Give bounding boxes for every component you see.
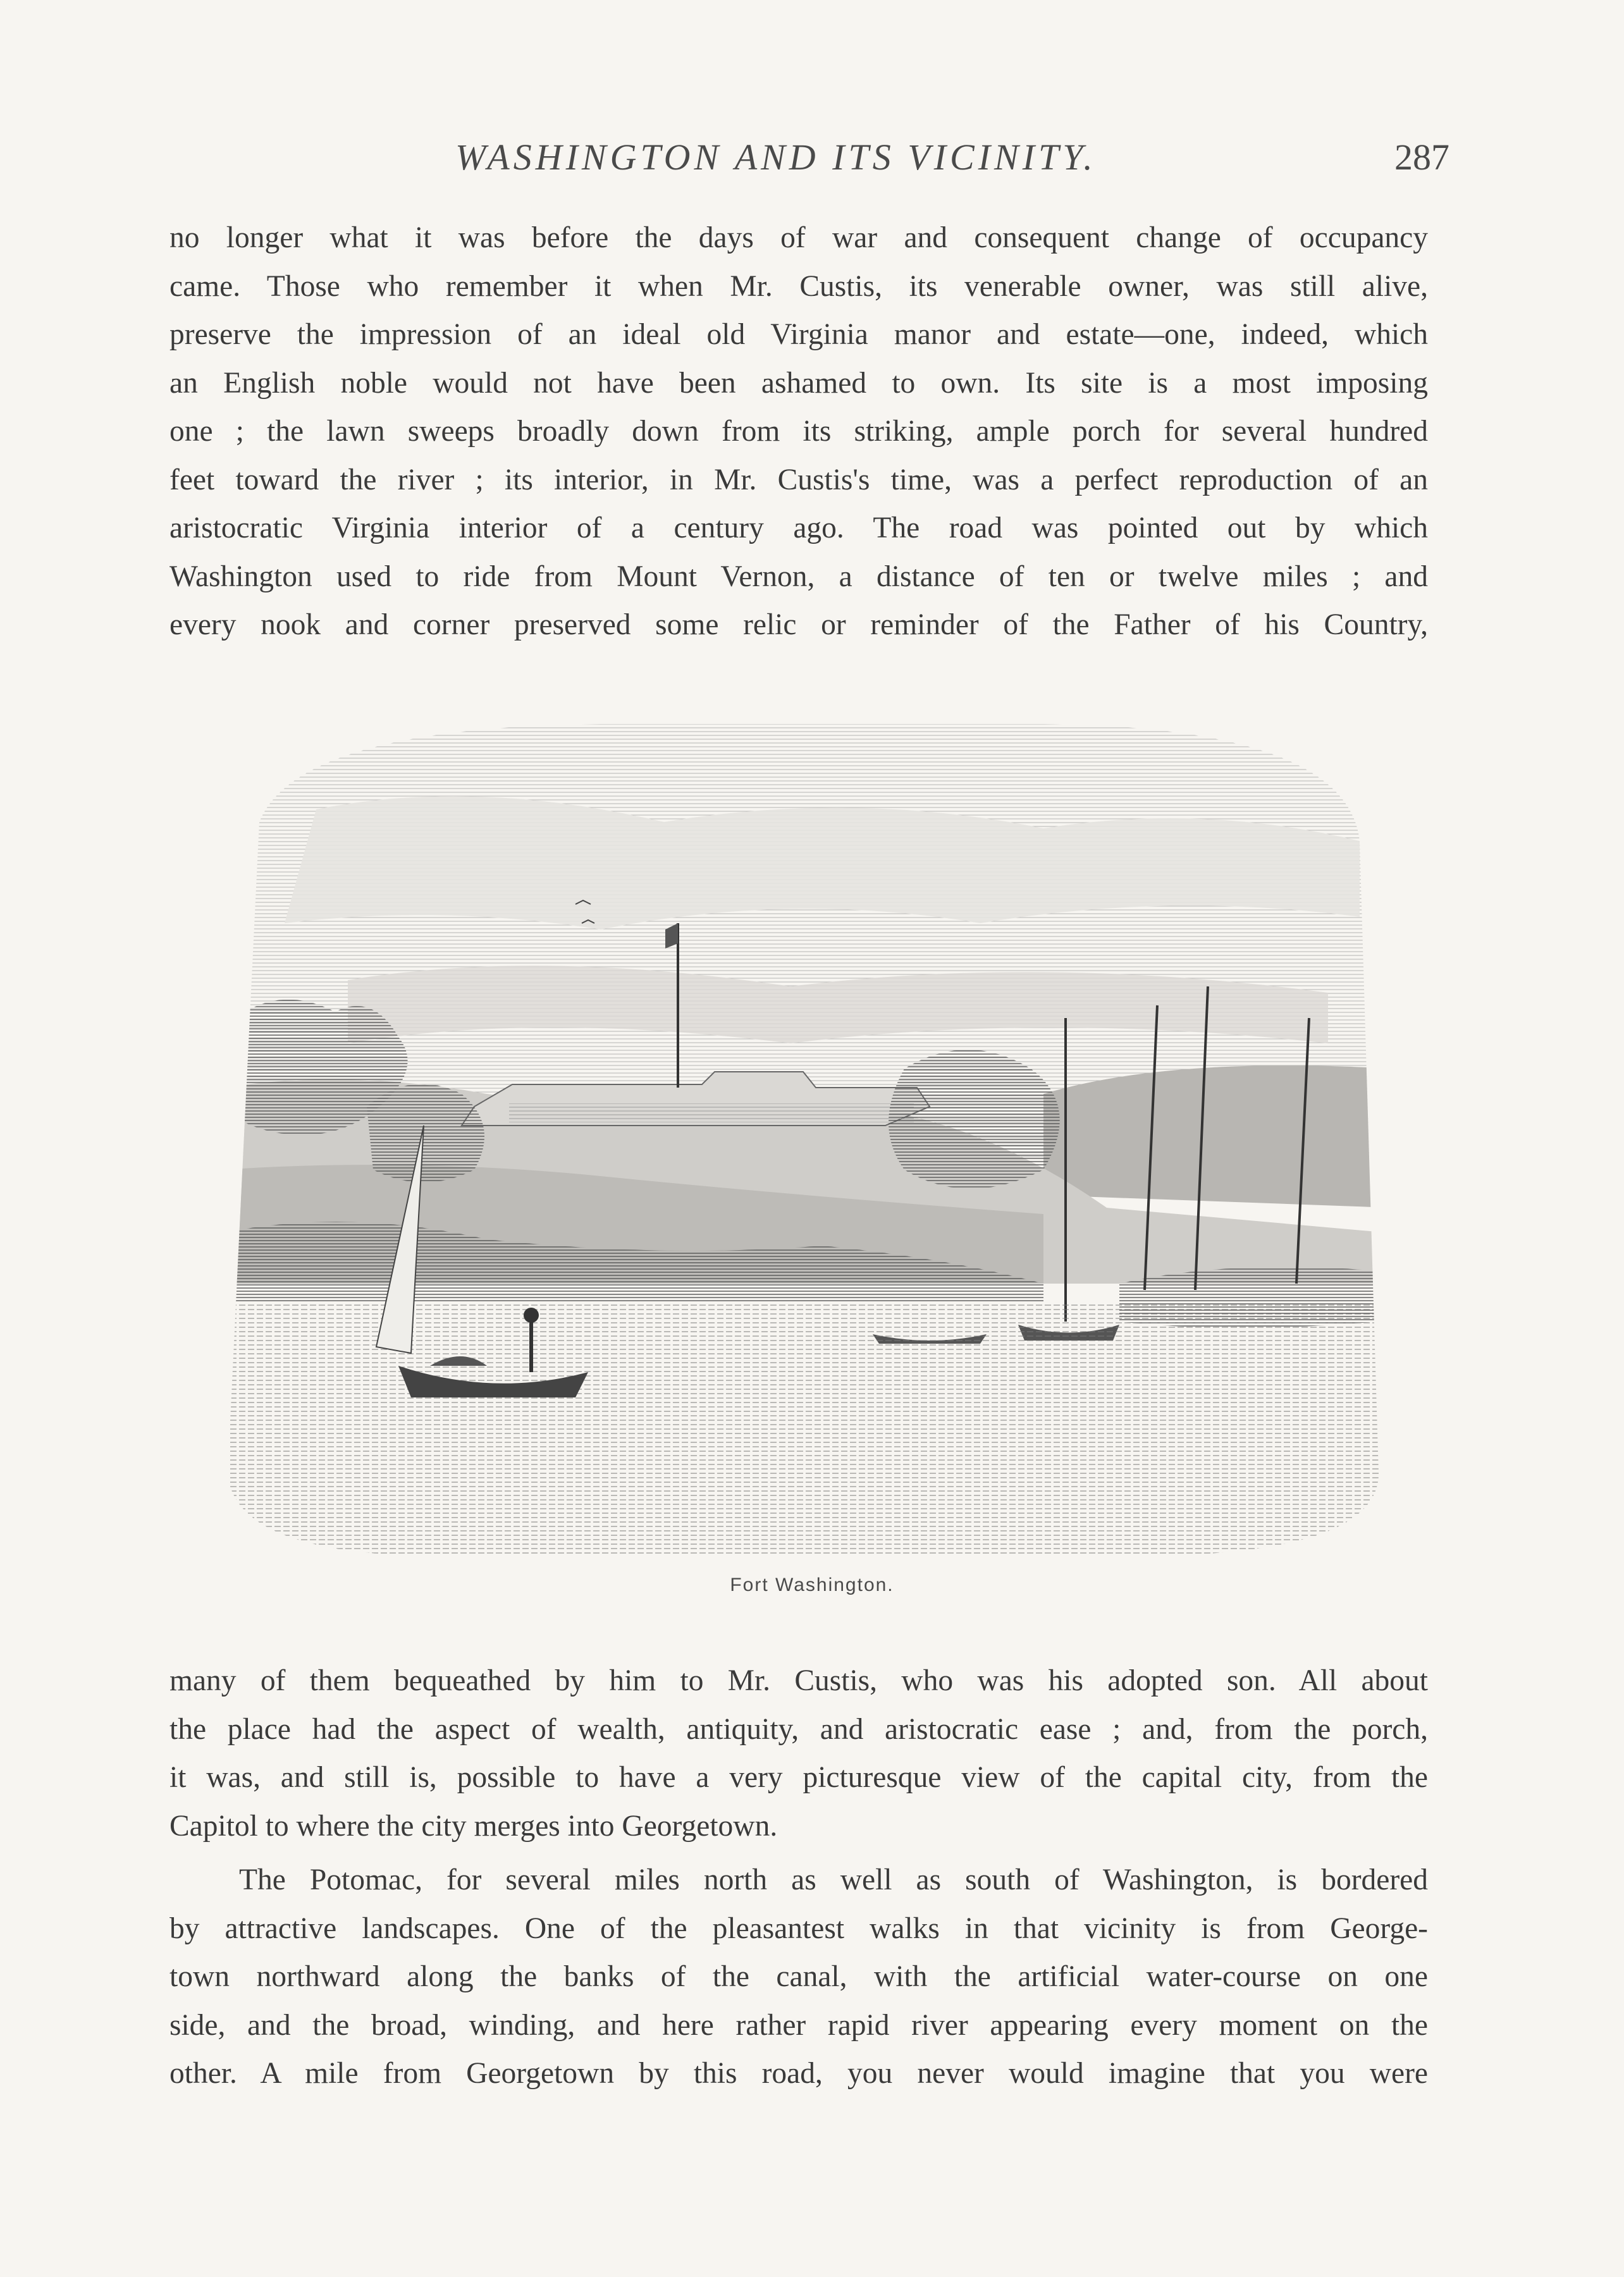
text-line: by attractive landscapes. One of the pleasantest walks in that vicinity is from George-	[169, 1912, 1428, 1945]
text-line: other. A mile from Georgetown by this road, you never would imagine that you were	[169, 2057, 1428, 2090]
body-paragraph-top	[169, 214, 1428, 649]
fort-washington-engraving	[221, 715, 1391, 1562]
running-head: WASHINGTON AND ITS VICINITY.	[455, 137, 1097, 178]
text-line: aristocratic Virginia interior of a century ago. The road was pointed out by which	[169, 512, 1428, 544]
text-line: every nook and corner preserved some relic or reminder of the Father of his Country,	[169, 608, 1428, 641]
text-line: The Potomac, for several miles north as well as south of Washington, is bordered	[239, 1863, 1428, 1896]
text-line: an English noble would not have been ashamed to own. Its site is a most imposing	[169, 366, 1428, 400]
text-line: many of them bequeathed by him to Mr. Custis, who was his adopted son. All about	[169, 1664, 1428, 1697]
text-line: the place had the aspect of wealth, antiquity, and aristocratic ease ; and, from the porch,	[169, 1712, 1428, 1746]
engraving-drawing	[221, 715, 1391, 1562]
text-line: Washington used to ride from Mount Vernon, a distance of ten or twelve miles ; and	[169, 560, 1428, 593]
text-line: came. Those who remember it when Mr. Custis, its venerable owner, was still alive,	[169, 269, 1428, 303]
text-line: one ; the lawn sweeps broadly down from its striking, ample porch for several hundred	[169, 415, 1428, 448]
text-line: preserve the impression of an ideal old Virginia manor and estate—one, indeed, which	[169, 318, 1428, 351]
text-line: Capitol to where the city merges into Georgetown.	[169, 1809, 778, 1843]
text-line: no longer what it was before the days of war and consequent change of occupancy	[169, 221, 1428, 254]
body-paragraph-continuation	[169, 1657, 1428, 1850]
text-line: town northward along the banks of the canal, with the artificial water-course on one	[169, 1960, 1428, 1993]
figure-caption: Fort Washington.	[730, 1574, 894, 1595]
page-number: 287	[1394, 137, 1449, 178]
text-line: it was, and still is, possible to have a very picturesque view of the capital city, from the	[169, 1761, 1428, 1794]
text-line: side, and the broad, winding, and here rather rapid river appearing every moment on the	[169, 2008, 1428, 2042]
body-paragraph-potomac	[169, 1856, 1428, 2098]
text-line: feet toward the river ; its interior, in Mr. Custis's time, was a perfect reproduction of an	[169, 463, 1428, 496]
